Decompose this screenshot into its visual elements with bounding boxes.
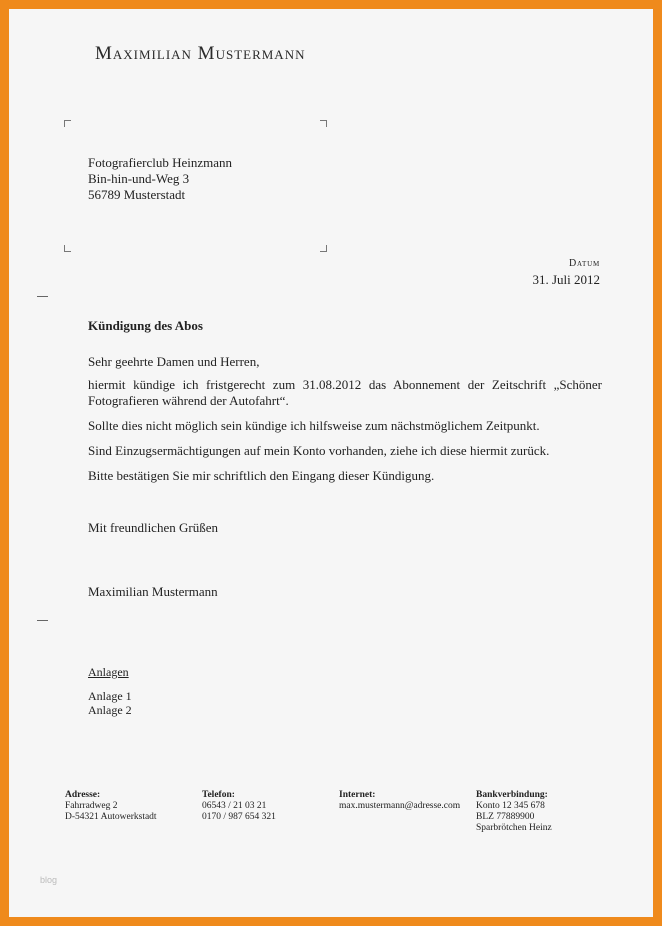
footer-bank [476, 790, 613, 834]
address-window-corner-top-right [320, 120, 327, 127]
footer-heading: Bankverbindung: [476, 790, 548, 800]
footer-line: Sparbrötchen Heinz [476, 823, 552, 833]
footer-line: 0170 / 987 654 321 [202, 812, 276, 822]
footer-heading: Internet: [339, 790, 376, 800]
letter-body [88, 354, 602, 493]
address-window-corner-top-left [64, 120, 71, 127]
footer-line: max.mustermann@adresse.com [339, 801, 461, 811]
fold-mark [37, 296, 48, 297]
footer-line: 06543 / 21 03 21 [202, 801, 267, 811]
letter-footer [65, 790, 625, 834]
footer-line: Fahrradweg 2 [65, 801, 118, 811]
enclosure-item: Anlage 1 [88, 689, 132, 703]
body-paragraph: hiermit kündige ich fristgerecht zum 31.08.2012 das Abonnement der Zeitschrift „Schöner Fotografieren während der Autofahrt“. [88, 377, 602, 408]
footer-line: BLZ 77889900 [476, 812, 535, 822]
footer-heading: Telefon: [202, 790, 235, 800]
footer-heading: Adresse: [65, 790, 101, 800]
footer-internet [339, 790, 476, 834]
enclosures-title: Anlagen [88, 665, 129, 679]
salutation: Sehr geehrte Damen und Herren, [88, 354, 260, 369]
signature-name: Maximilian Mustermann [88, 584, 218, 599]
address-window-corner-bottom-right [320, 245, 327, 252]
date-label: Datum [568, 258, 600, 269]
recipient-line: 56789 Musterstadt [88, 187, 186, 202]
body-paragraph: Sind Einzugsermächtigungen auf mein Konto vorhanden, ziehe ich diese hiermit zurück. [88, 443, 550, 458]
footer-address [65, 790, 202, 834]
footer-phone [202, 790, 339, 834]
letter-subject: Kündigung des Abos [88, 318, 203, 333]
sender-name: Maximilian Mustermann [95, 43, 306, 64]
body-paragraph: Sollte dies nicht möglich sein kündige ich hilfsweise zum nächstmöglichem Zeitpunkt. [88, 418, 540, 433]
recipient-line: Bin-hin-und-Weg 3 [88, 171, 190, 186]
address-window-corner-bottom-left [64, 245, 71, 252]
fold-mark [37, 620, 48, 621]
recipient-line: Fotografierclub Heinzmann [88, 155, 233, 170]
date-value: 31. Juli 2012 [532, 272, 600, 287]
body-paragraph: Bitte bestätigen Sie mir schriftlich den Eingang dieser Kündigung. [88, 468, 435, 483]
footer-line: D-54321 Autowerkstadt [65, 812, 157, 822]
footer-line: Konto 12 345 678 [476, 801, 545, 811]
letter-page [9, 9, 653, 917]
recipient-address [88, 155, 232, 203]
enclosures-list [88, 689, 132, 717]
enclosure-item: Anlage 2 [88, 703, 132, 717]
closing: Mit freundlichen Grüßen [88, 520, 218, 535]
watermark: blog [40, 875, 58, 885]
